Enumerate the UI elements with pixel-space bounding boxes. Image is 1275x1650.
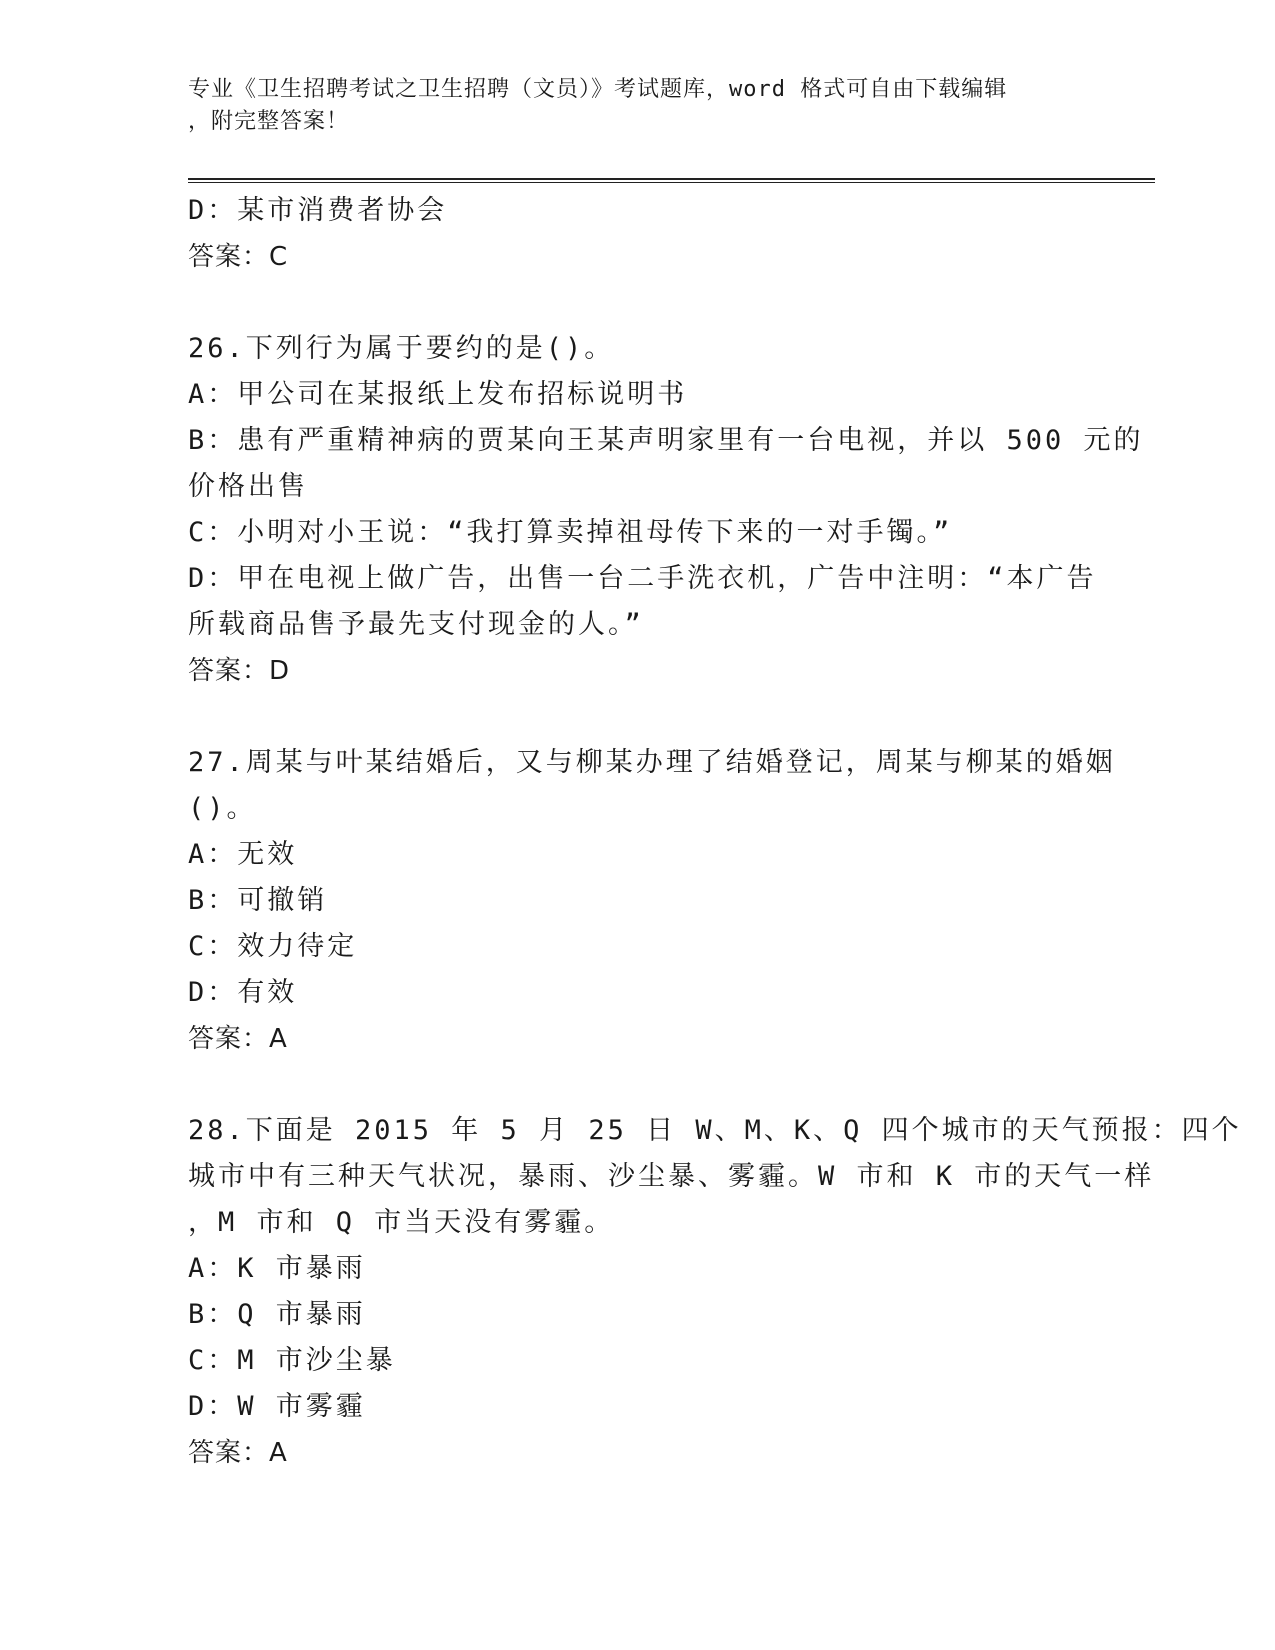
question-27: [188, 740, 1116, 1062]
spacer: [188, 694, 1088, 740]
option-b: B：Q 市暴雨: [188, 1299, 366, 1330]
question-26: [188, 326, 1144, 694]
option-a: A：无效: [188, 839, 298, 870]
answer-line: 答案：A: [188, 1024, 288, 1054]
page-header: [188, 74, 1088, 138]
option-c: C：效力待定: [188, 931, 358, 962]
option-d: D：有效: [188, 977, 298, 1008]
answer-line: 答案：A: [188, 1438, 288, 1468]
question-stem-line-1: 28.下面是 2015 年 5 月 25 日 W、M、K、Q 四个城市的天气预报：四个: [188, 1115, 1242, 1146]
question-28: [188, 1108, 1242, 1476]
option-a: A：K 市暴雨: [188, 1253, 366, 1284]
question-stem: 26.下列行为属于要约的是()。: [188, 333, 615, 364]
option-a: A：甲公司在某报纸上发布招标说明书: [188, 379, 688, 410]
option-d-line-1: D：甲在电视上做广告，出售一台二手洗衣机，广告中注明：“本广告: [188, 563, 1097, 594]
option-d: D：某市消费者协会: [188, 195, 448, 226]
answer-line: 答案：D: [188, 656, 291, 686]
answer-line: 答案：C: [188, 242, 289, 272]
question-content: [188, 188, 1242, 1476]
header-line-2: ，附完整答案！: [188, 109, 350, 134]
question-stem-line-2: ()。: [188, 793, 257, 824]
header-line-1: 专业《卫生招聘考试之卫生招聘（文员）》考试题库，word 格式可自由下载编辑: [188, 77, 1008, 102]
question-stem-line-1: 27.周某与叶某结婚后，又与柳某办理了结婚登记，周某与柳某的婚姻: [188, 747, 1116, 778]
option-d: D：W 市雾霾: [188, 1391, 366, 1422]
spacer: [188, 1062, 1088, 1108]
previous-question-tail: [188, 188, 1088, 280]
option-c: C：小明对小王说：“我打算卖掉祖母传下来的一对手镯。”: [188, 517, 953, 548]
option-d-line-2: 所载商品售予最先支付现金的人。”: [188, 609, 644, 640]
option-c: C：M 市沙尘暴: [188, 1345, 396, 1376]
question-stem-line-2: 城市中有三种天气状况，暴雨、沙尘暴、雾霾。W 市和 K 市的天气一样: [188, 1161, 1155, 1192]
option-b-line-2: 价格出售: [188, 471, 308, 502]
question-stem-line-3: ，M 市和 Q 市当天没有雾霾。: [188, 1207, 615, 1238]
spacer: [188, 280, 1088, 326]
header-divider: [188, 178, 1155, 183]
option-b: B：可撤销: [188, 885, 328, 916]
option-b-line-1: B：患有严重精神病的贾某向王某声明家里有一台电视，并以 500 元的: [188, 425, 1144, 456]
